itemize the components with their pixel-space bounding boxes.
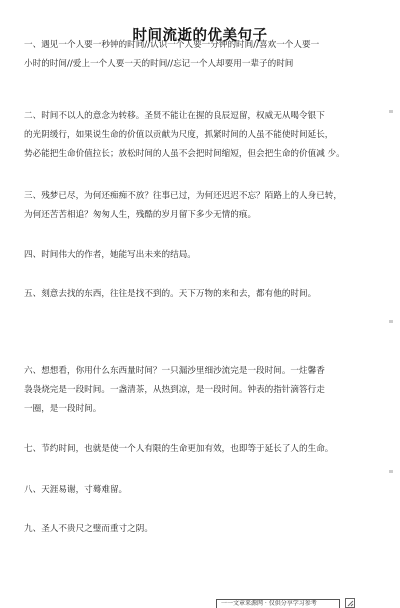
paragraph-4 [24, 246, 382, 265]
margin-tick [389, 320, 393, 323]
paragraph-line: 五、刻意去找的东西，往往是找不到的。天下万物的来和去，都有他的时间。 [24, 289, 317, 299]
paragraph-line: 一圈，是一段时间。 [24, 404, 102, 414]
paragraph-line: 势必能把生命价值拉长；放松时间的人虽不会把时间缩短，但会把生命的价值减 少。 [24, 149, 345, 159]
paragraph-line: 四、时间伟大的作者，她能写出未来的结局。 [24, 250, 196, 260]
paragraph-3 [24, 187, 382, 225]
paragraph-5 [24, 285, 382, 304]
paragraph-9 [24, 520, 382, 539]
document-title: 时间流逝的优美句子 [132, 28, 268, 44]
margin-tick [389, 470, 393, 473]
paragraph-line: 九、圣人不贵尺之璧而重寸之阴。 [24, 524, 153, 534]
paragraph-line: 为何还苦苦相追？匆匆人生，残酷的岁月留下多少无情的痕。 [24, 210, 257, 220]
margin-tick [389, 110, 393, 113]
paragraph-line: 袅袅烧完是一段时间。一盏清茶，从热到凉，是一段时间。钟表的指针滴答行走 [24, 385, 325, 395]
paragraph-line: 小时的时间//爱上一个人要一天的时间//忘记一个人却要用一辈子的时间 [24, 59, 294, 69]
footer-source-note: 一一文章来源网 · 仅供分享学习参考 [216, 599, 340, 608]
paragraph-line: 八、天涯易谢，寸蓦难留。 [24, 485, 128, 495]
paragraph-6 [24, 362, 382, 419]
paragraph-line: 二、时间不以人的意念为转移。圣贤不能让在握的良辰逗留，权威无从喝令银下 [24, 111, 325, 121]
paragraph-line: 一、遇见一个人要一秒钟的时间//认识一个人要一分钟的时间//喜欢一个人要一 [24, 40, 320, 50]
paragraph-line: 三、残梦已尽，为何还痴痴不放？往事已过，为何还迟迟不忘？陌路上的人身已转， [24, 191, 342, 201]
paragraph-line: 的光阴缓行，如果说生命的价值以贡献为尺度，抓紧时间的人虽不能使时间延长， [24, 130, 334, 140]
paragraph-line: 六、想想看，你用什么东西量时间？一只漏沙里细沙流完是一段时间。一炷馨香 [24, 366, 325, 376]
resize-corner-icon[interactable] [345, 598, 355, 608]
paragraph-2 [24, 107, 382, 164]
paragraph-1 [24, 36, 382, 74]
paragraph-line: 七、节约时间，也就是使一个人有限的生命更加有效，也即等于延长了人的生命。 [24, 444, 334, 454]
paragraph-7 [24, 440, 382, 459]
paragraph-8 [24, 481, 382, 500]
